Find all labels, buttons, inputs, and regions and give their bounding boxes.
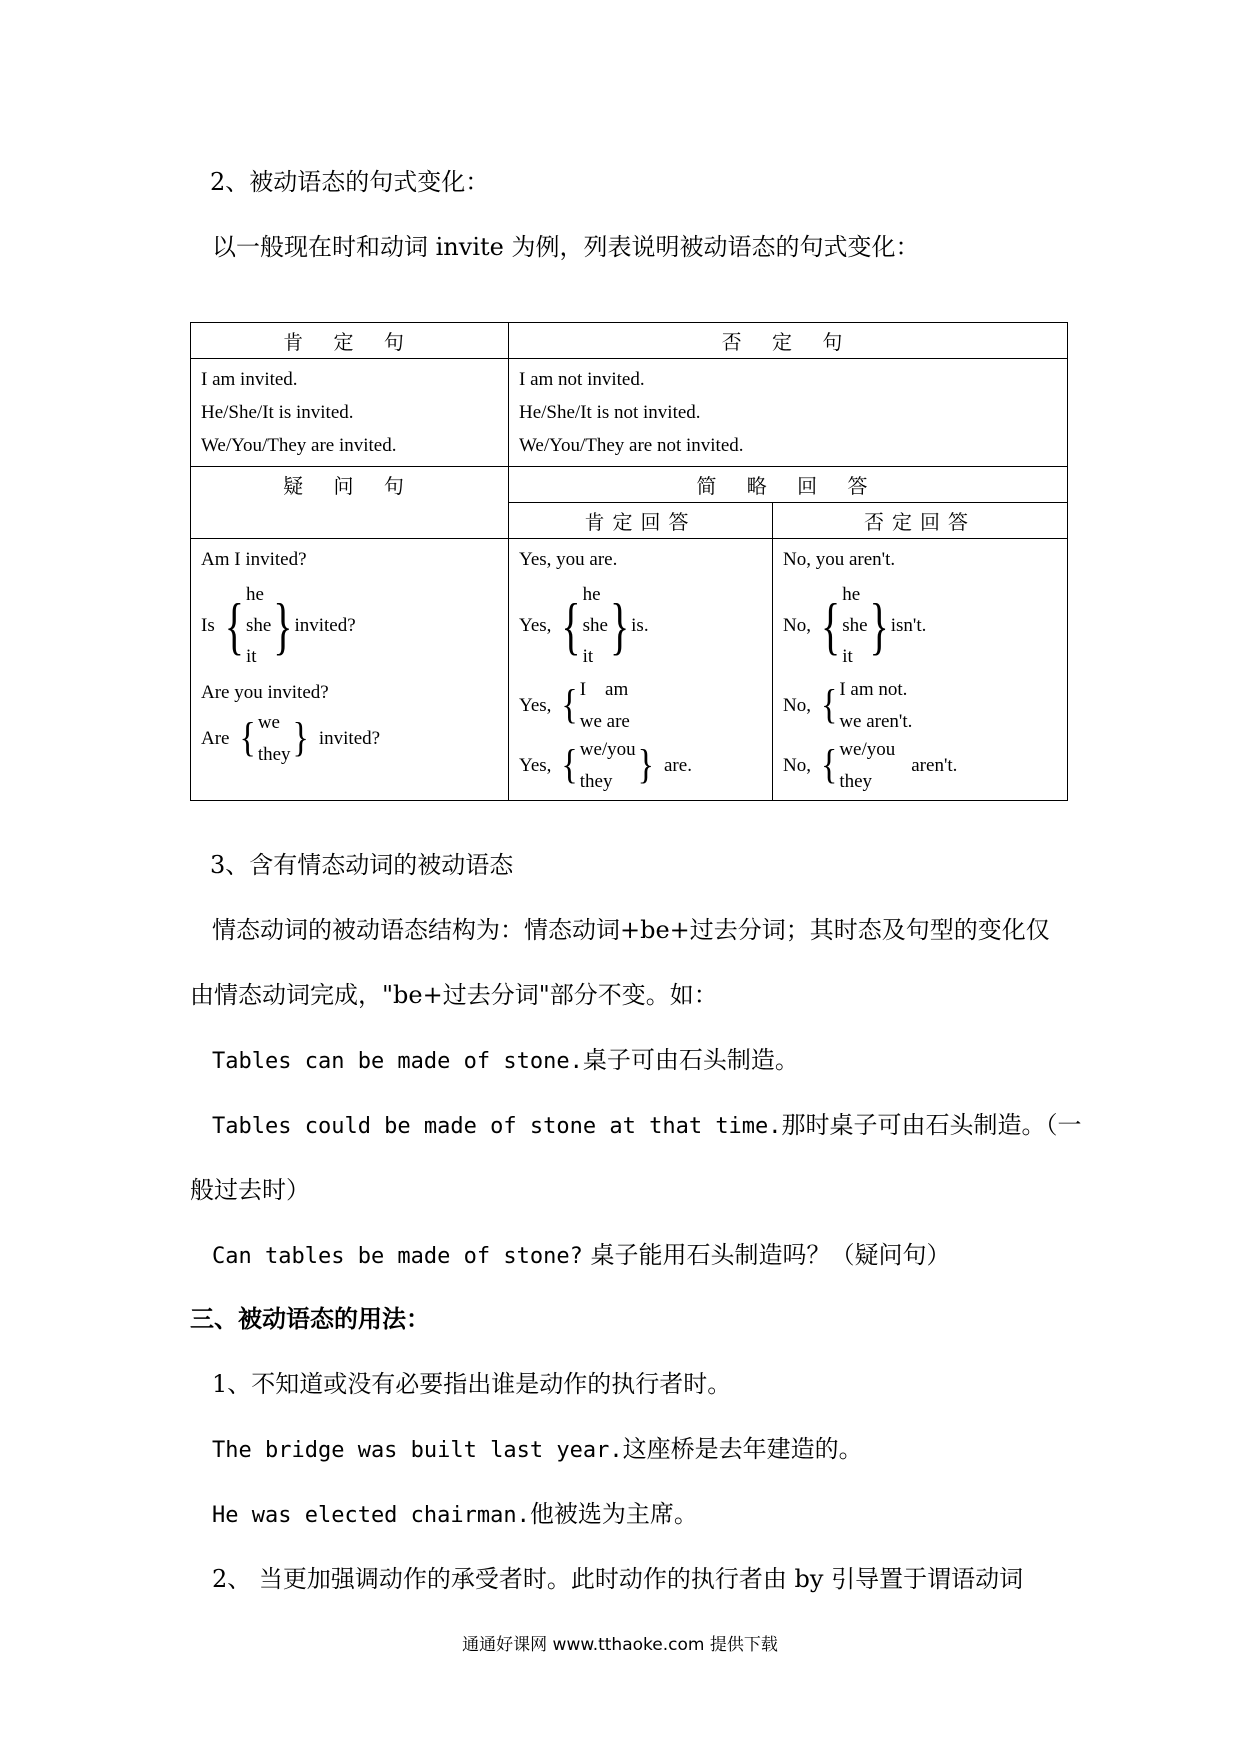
no-answer-1: No, you aren't. (783, 549, 896, 570)
right-brace-icon: } (869, 589, 889, 662)
list-item: He/She/It is invited. (201, 402, 354, 423)
pronoun-stack: we they (257, 712, 291, 765)
no-answer-cell (773, 539, 1068, 801)
pronoun-stack: he she it (582, 584, 608, 667)
passive-voice-table (190, 322, 1068, 801)
yes-answer-1: Yes, you are. (519, 549, 618, 570)
yes-answer-4: Yes, { we/you they } are. (519, 736, 762, 796)
no-answer-3: No, { I am not. we aren't. (783, 676, 1057, 736)
yes-answer-3: Yes, { I am we are (519, 676, 762, 736)
question-1: Am I invited? (201, 549, 307, 570)
left-brace-icon: { (239, 716, 256, 761)
question-4: Are { we they } invited? (201, 709, 498, 769)
example-2-cont: 般过去时） (190, 1176, 310, 1204)
short-answer-header: 简 略 回 答 (509, 467, 1068, 503)
question-2: Is { he she it } invited? (201, 576, 498, 676)
table-row (191, 359, 1068, 467)
right-brace-icon: } (292, 716, 309, 761)
usage-item-2: 2、 当更加强调动作的承受者时。此时动作的执行者由 by 引导置于谓语动词 (212, 1565, 1024, 1593)
list-item: We/You/They are invited. (201, 435, 397, 456)
affirmative-header: 肯 定 句 (191, 323, 509, 359)
list-item: I am not invited. (519, 369, 645, 390)
section2-heading: 2、被动语态的句式变化： (210, 168, 490, 196)
affirmative-cell (191, 359, 509, 467)
negative-header: 否 定 句 (509, 323, 1068, 359)
no-header: 否定回答 (773, 503, 1068, 539)
list-item: We/You/They are not invited. (519, 435, 744, 456)
example-2: Tables could be made of stone at that time.那时桌子可由石头制造。（一 (212, 1111, 1082, 1139)
section3-desc-line2: 由情态动词完成，"be+过去分词"部分不变。如： (190, 981, 718, 1009)
right-brace-icon: } (273, 589, 293, 662)
example-3: Can tables be made of stone? 桌子能用石头制造吗？（疑问句） (212, 1241, 951, 1269)
list-item: He/She/It is not invited. (519, 402, 701, 423)
left-brace-icon: { (820, 743, 838, 788)
section2-intro: 以一般现在时和动词 invite 为例，列表说明被动语态的句式变化： (212, 233, 920, 261)
usage-example-1: The bridge was built last year.这座桥是去年建造的。 (212, 1435, 863, 1463)
question-header: 疑 问 句 (191, 467, 509, 539)
yes-answer-cell (509, 539, 773, 801)
yes-header: 肯定回答 (509, 503, 773, 539)
pronoun-stack: I am we are (579, 679, 630, 732)
yes-answer-2: Yes, { he she it } is. (519, 576, 762, 676)
question-cell (191, 539, 509, 801)
question-3: Are you invited? (201, 682, 329, 703)
left-brace-icon: { (224, 589, 244, 662)
left-brace-icon: { (561, 743, 578, 788)
left-brace-icon: { (561, 683, 578, 728)
list-item: I am invited. (201, 369, 298, 390)
section3-heading: 3、含有情态动词的被动语态 (210, 851, 514, 879)
left-brace-icon: { (561, 589, 581, 662)
pronoun-stack: I am not. we aren't. (839, 679, 913, 732)
table-row (191, 539, 1068, 801)
page-footer: 通通好课网 www.tthaoke.com 提供下载 (462, 1635, 778, 1655)
section3-desc-line1: 情态动词的被动语态结构为：情态动词+be+过去分词；其时态及句型的变化仅 (212, 916, 1050, 944)
pronoun-stack: he she it (245, 584, 272, 667)
usage-example-2: He was elected chairman.他被选为主席。 (212, 1500, 698, 1528)
usage-item-1: 1、不知道或没有必要指出谁是动作的执行者时。 (212, 1370, 732, 1398)
negative-cell (509, 359, 1068, 467)
right-brace-icon: } (609, 589, 630, 662)
pronoun-stack: he she it (842, 584, 868, 667)
table-header-row (191, 467, 1068, 503)
no-answer-4: No, { we/you they aren't. (783, 736, 1057, 796)
example-1: Tables can be made of stone.桌子可由石头制造。 (212, 1046, 799, 1074)
pronoun-stack: we/you they (839, 739, 896, 792)
no-answer-2: No, { he she it } isn't. (783, 576, 1057, 676)
left-brace-icon: { (820, 589, 841, 662)
part3-heading: 三、被动语态的用法： (190, 1305, 430, 1333)
pronoun-stack: we/you they (579, 739, 636, 792)
right-brace-icon: } (637, 743, 654, 788)
table-header-row (191, 323, 1068, 359)
left-brace-icon: { (820, 683, 838, 728)
